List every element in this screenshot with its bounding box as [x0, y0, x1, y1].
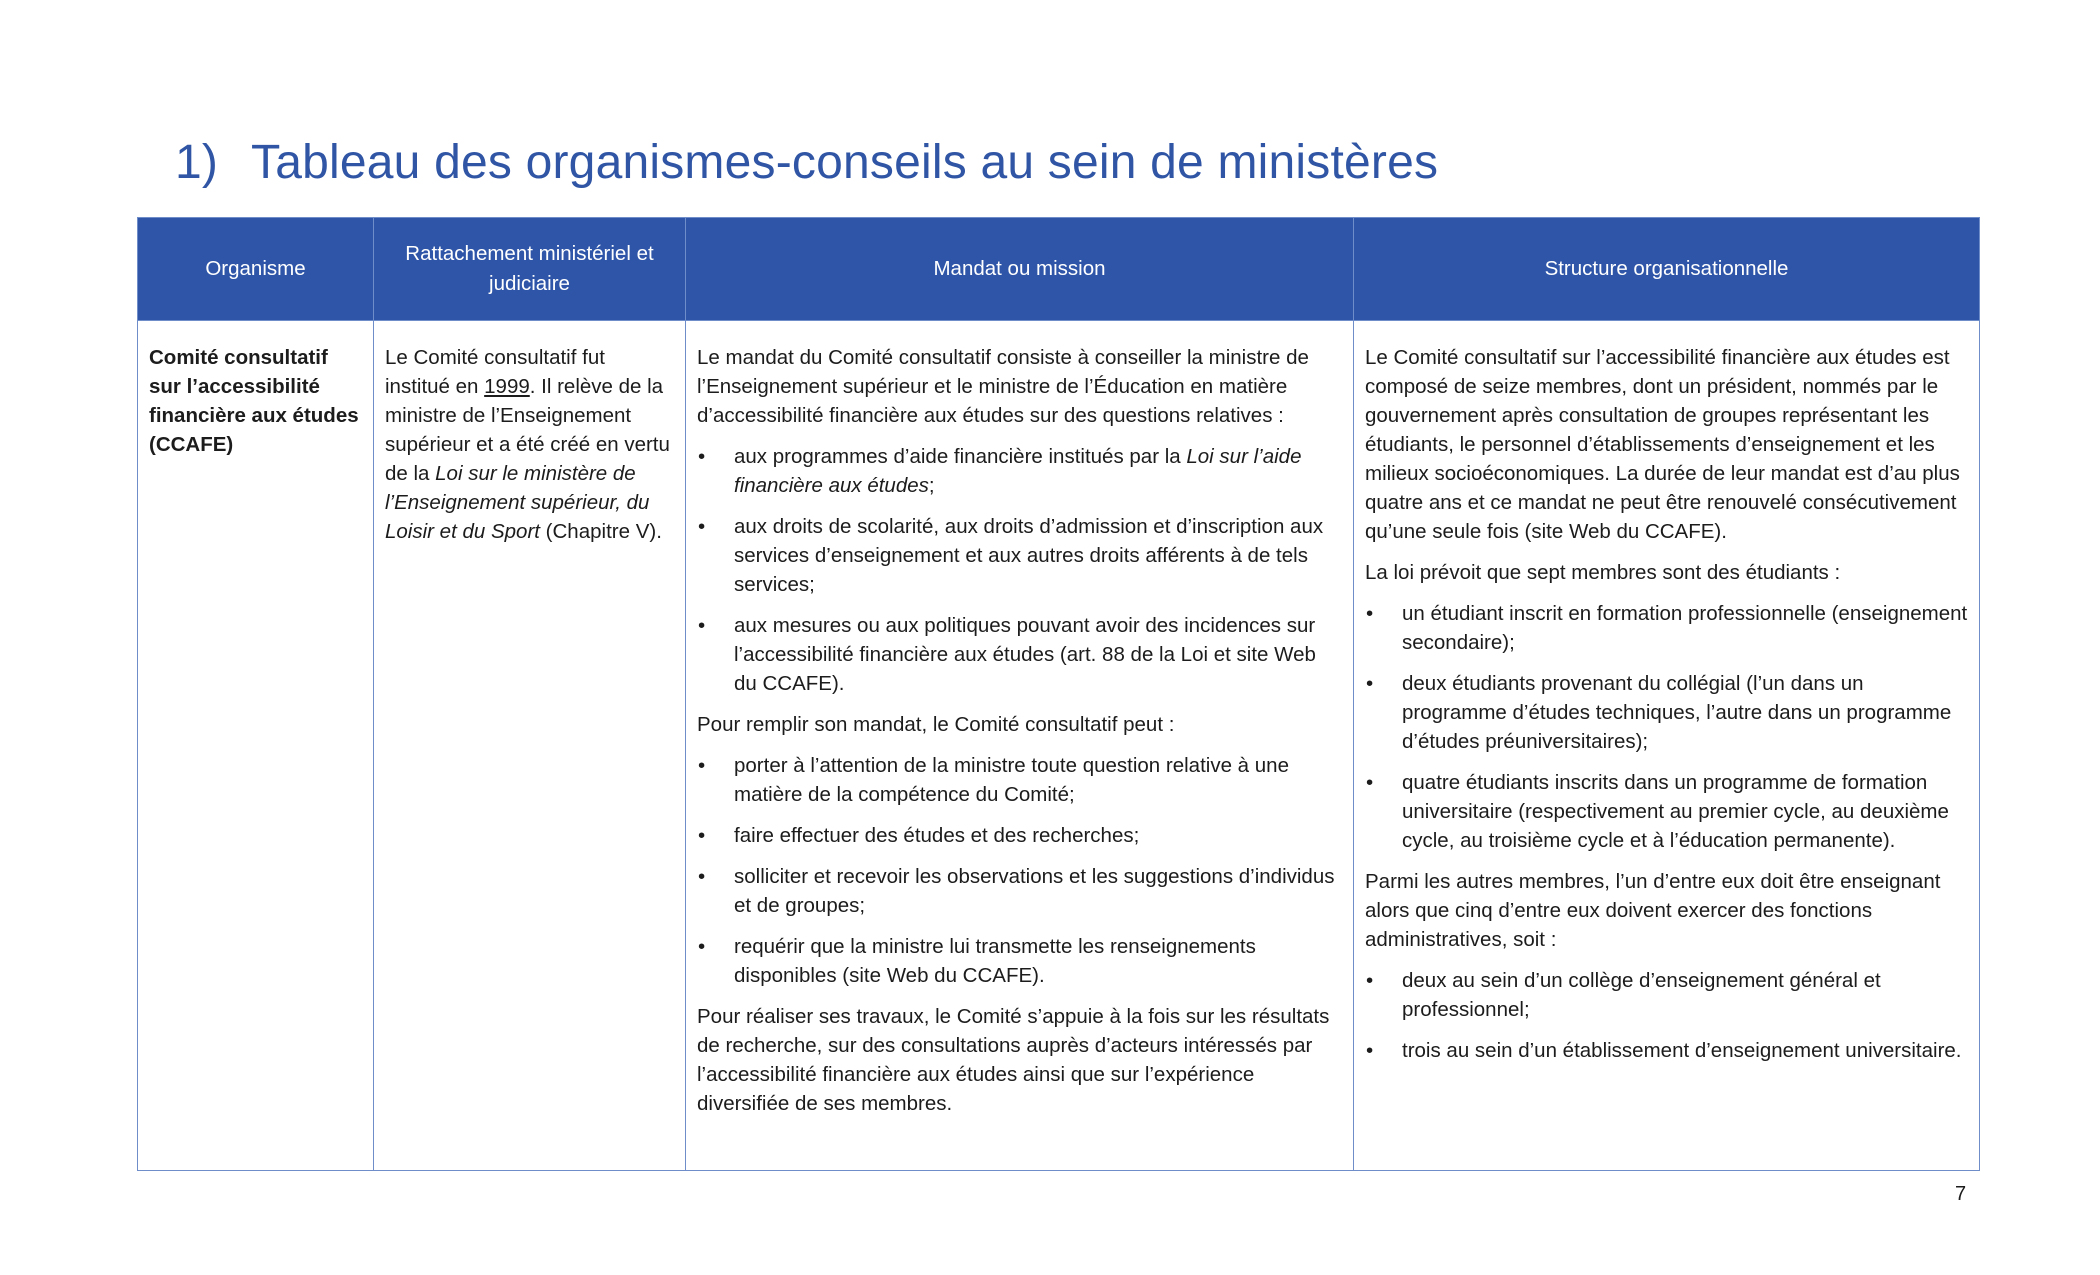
bullet-icon: •: [1366, 771, 1374, 794]
list-item: [697, 512, 1343, 599]
cell-rattachement: [374, 321, 686, 1171]
bullet-icon: •: [698, 754, 706, 777]
list-item: [697, 442, 1343, 500]
bullet-icon: •: [1366, 602, 1374, 625]
rattachement-before-year: Le Comité consultatif fut institué en: [385, 346, 605, 398]
advisory-bodies-table: [137, 217, 1980, 1171]
cell-mandat: [686, 321, 1354, 1171]
subject-text: aux mesures ou aux politiques pouvant avoir des incidences sur l’accessibilité financière aux études (art. 88 de la Loi et site Web du CCAFE).: [734, 614, 1316, 695]
list-item: [1365, 1036, 1969, 1065]
bullet-icon: •: [698, 445, 706, 468]
cell-organisme: [138, 321, 374, 1171]
list-item: [697, 611, 1343, 698]
rattachement-year: 1999: [484, 375, 530, 398]
bullet-icon: •: [1366, 1039, 1374, 1062]
column-header-organisme: Organisme: [138, 218, 374, 321]
bullet-icon: •: [698, 935, 706, 958]
power-text: solliciter et recevoir les observations et les suggestions d’individus et de groupes;: [734, 865, 1335, 917]
section-number: 1): [175, 136, 219, 189]
mandat-intro: Le mandat du Comité consultatif consiste à conseiller la ministre de l’Enseignement supérieur et le ministre de l’Éducation en matière d’accessibilité financière aux études sur des questions relatives :: [697, 346, 1309, 427]
list-item: [1365, 669, 1969, 756]
list-item: [697, 862, 1343, 920]
section-title: Tableau des organismes-conseils au sein de ministères: [251, 136, 1439, 189]
mandat-closing: Pour réaliser ses travaux, le Comité s’appuie à la fois sur les résultats de recherche, sur des consultations auprès d’acteurs intéressés par l’accessibilité financière aux études ainsi que sur l’expérience diversifiée de ses membres.: [697, 1005, 1330, 1115]
student-text: quatre étudiants inscrits dans un programme de formation universitaire (respectivement au premier cycle, au deuxième cycle, au troisième cycle et à l’éducation permanente).: [1402, 771, 1949, 852]
list-item: [1365, 599, 1969, 657]
subject-law-title: Loi sur l’aide financière aux études: [734, 445, 1302, 497]
list-item: [1365, 966, 1969, 1024]
student-text: deux étudiants provenant du collégial (l’un dans un programme d’études techniques, l’autre dans un programme d’études préuniversitaires);: [1402, 672, 1952, 753]
rattachement-after-law: (Chapitre V).: [539, 520, 662, 543]
table-header-row: [138, 218, 1980, 321]
subject-after: ;: [928, 474, 935, 497]
power-text: porter à l’attention de la ministre toute question relative à une matière de la compétence du Comité;: [734, 754, 1289, 806]
structure-intro: Le Comité consultatif sur l’accessibilité financière aux études est composé de seize membres, dont un président, nommés par le gouvernement après consultation de groupes représentant les étudiants, le personnel d’établissements d’enseignement et les milieux socioéconomiques. La durée de leur mandat est d’au plus quatre ans et ce mandat ne peut être renouvelé consécutivement qu’une seule fois (site Web du CCAFE).: [1365, 346, 1960, 543]
bullet-icon: •: [698, 614, 706, 637]
organisme-name: Comité consultatif sur l’accessibilité financière aux études (CCAFE): [149, 346, 359, 456]
subject-text: aux programmes d’aide financière institués par la: [734, 445, 1187, 468]
mandat-subjects-list: [697, 442, 1343, 698]
power-text: faire effectuer des études et des recherches;: [734, 824, 1140, 847]
rattachement-law-title: Loi sur le ministère de l’Enseignement supérieur, du Loisir et du Sport: [385, 462, 650, 543]
student-text: un étudiant inscrit en formation professionnelle (enseignement secondaire);: [1402, 602, 1968, 654]
structure-students-intro: La loi prévoit que sept membres sont des étudiants :: [1365, 561, 1841, 584]
bullet-icon: •: [698, 865, 706, 888]
mandat-powers-list: [697, 751, 1343, 990]
power-text: requérir que la ministre lui transmette les renseignements disponibles (site Web du CCAFE).: [734, 935, 1256, 987]
cell-structure: [1354, 321, 1980, 1171]
rattachement-text: [385, 343, 675, 546]
bullet-icon: •: [1366, 969, 1374, 992]
list-item: [697, 932, 1343, 990]
structure-administrators-list: [1365, 966, 1969, 1065]
subject-text: aux droits de scolarité, aux droits d’admission et d’inscription aux services d’enseignement et aux autres droits afférents à de tels services;: [734, 515, 1324, 596]
structure-others-intro: Parmi les autres membres, l’un d’entre eux doit être enseignant alors que cinq d’entre eux doivent exercer des fonctions administratives, soit :: [1365, 870, 1941, 951]
table-row: [138, 321, 1980, 1171]
page-number: 7: [1955, 1183, 1967, 1205]
mandat-powers-intro: Pour remplir son mandat, le Comité consultatif peut :: [697, 713, 1175, 736]
column-header-rattachement: Rattachement ministériel et judiciaire: [374, 218, 686, 321]
administrator-text: deux au sein d’un collège d’enseignement général et professionnel;: [1402, 969, 1881, 1021]
list-item: [697, 751, 1343, 809]
structure-students-list: [1365, 599, 1969, 855]
column-header-structure: Structure organisationnelle: [1354, 218, 1980, 321]
bullet-icon: •: [1366, 672, 1374, 695]
bullet-icon: •: [698, 824, 706, 847]
list-item: [1365, 768, 1969, 855]
administrator-text: trois au sein d’un établissement d’enseignement universitaire.: [1402, 1039, 1962, 1062]
rattachement-after-year: . Il relève de la ministre de l’Enseignement supérieur et a été créé en vertu de la: [385, 375, 670, 485]
list-item: [697, 821, 1343, 850]
page-title: [175, 135, 1438, 190]
bullet-icon: •: [698, 515, 706, 538]
column-header-mandat: Mandat ou mission: [686, 218, 1354, 321]
